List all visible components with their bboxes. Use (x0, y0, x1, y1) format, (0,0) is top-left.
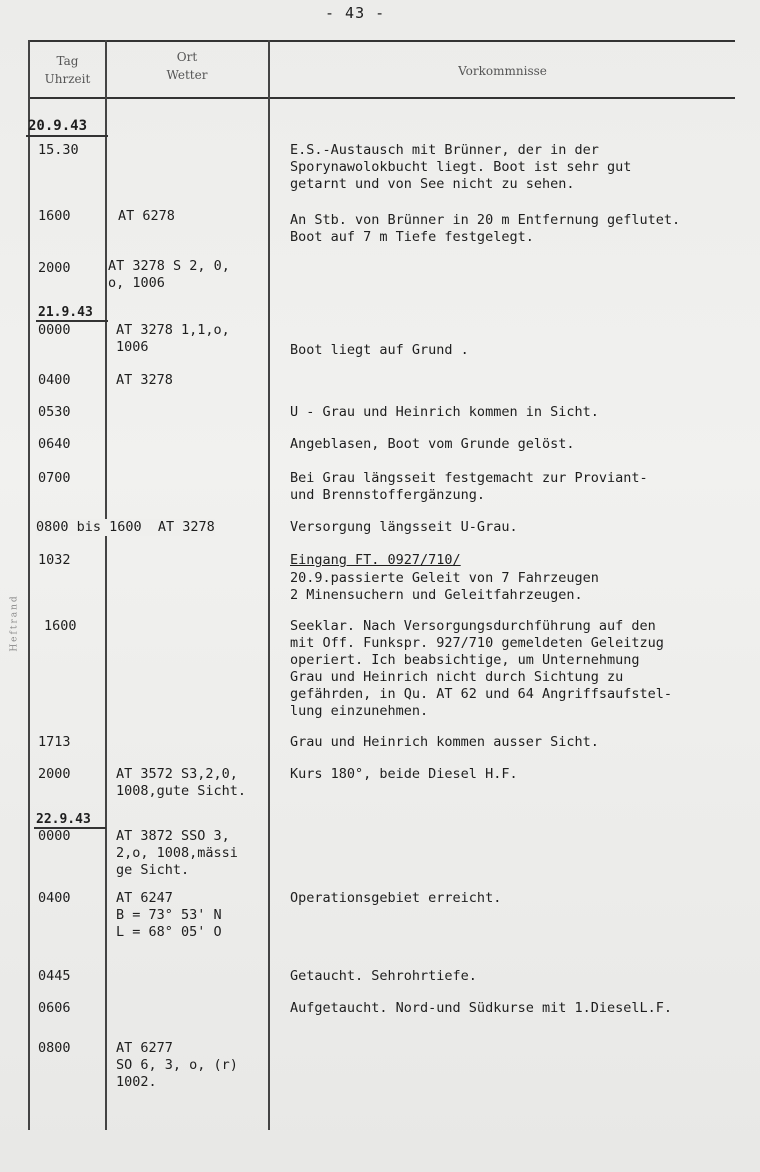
row-time: 0800 bis 1600 AT 3278 (36, 519, 215, 535)
row-event: Kurs 180°, beide Diesel H.F. (290, 766, 518, 782)
row-time: 0800 (38, 1040, 71, 1056)
row-event: Versorgung längsseit U-Grau. (290, 519, 518, 535)
row-time: 0606 (38, 1000, 71, 1016)
row-time: 1600 (38, 208, 71, 224)
header-col-ort (107, 48, 267, 84)
row-event: E.S.-Austausch mit Brünner, der in der Sporynawolokbucht liegt. Boot ist sehr gut getarnt und von See nicht zu sehen. (290, 142, 632, 192)
date-label: 21.9.43 (38, 305, 93, 320)
column-divider-1 (105, 40, 107, 1130)
column-divider-left (28, 40, 30, 1130)
row-event: Boot liegt auf Grund . (290, 342, 469, 358)
row-event: Grau und Heinrich kommen ausser Sicht. (290, 734, 599, 750)
row-time: 2000 (38, 260, 71, 276)
row-time: 0530 (38, 404, 71, 420)
header-col-tag (30, 52, 105, 88)
column-divider-2 (268, 40, 270, 1130)
row-time: 0445 (38, 968, 71, 984)
row-place: AT 3278 1,1,o, 1006 (116, 322, 230, 355)
row-time: 0700 (38, 470, 71, 486)
row-time: 0400 (38, 890, 71, 906)
row-event: Angeblasen, Boot vom Grunde gelöst. (290, 436, 575, 452)
row-time: 0000 (38, 322, 71, 338)
page-number: - 43 - (325, 4, 386, 22)
row-place: AT 3872 SSO 3, 2,o, 1008,mässi ge Sicht. (116, 828, 238, 878)
row-time: 1713 (38, 734, 71, 750)
row-place: AT 6247 B = 73° 53' N L = 68° 05' O (116, 890, 222, 940)
row-place: AT 3278 S 2, 0, o, 1006 (108, 258, 230, 291)
row-event-title: Eingang FT. 0927/710/ (290, 552, 461, 568)
row-place: AT 3278 (116, 372, 173, 388)
row-event: U - Grau und Heinrich kommen in Sicht. (290, 404, 599, 420)
row-event: Getaucht. Sehrohrtiefe. (290, 968, 477, 984)
date-label: 22.9.43 (36, 812, 91, 827)
header-ort: Ort (176, 50, 198, 64)
header-wetter: Wetter (166, 68, 208, 82)
margin-label: Heftrand (9, 594, 20, 652)
row-place: AT 6277 SO 6, 3, o, (r) 1002. (116, 1040, 238, 1090)
row-event: An Stb. von Brünner in 20 m Entfernung geflutet. Boot auf 7 m Tiefe festgelegt. (290, 212, 681, 245)
row-event: Operationsgebiet erreicht. (290, 890, 502, 906)
row-time: 2000 (38, 766, 71, 782)
row-time: 15.30 (38, 142, 79, 158)
row-time: 1600 (44, 618, 77, 634)
row-place: AT 6278 (118, 208, 175, 224)
header-vorkommnisse: Vorkommnisse (458, 64, 547, 78)
date-label: 20.9.43 (28, 118, 88, 134)
row-event: Seeklar. Nach Versorgungsdurchführung auf den mit Off. Funkspr. 927/710 gemeldeten Geleitzug operiert. Ich beabsichtige, um Unternehmung Grau und Heinrich nicht durch Sichtung zu gefährden, in Qu. AT 62 und 64 Angriffsaufstel- lung einzunehmen. (290, 618, 673, 719)
row-time: 0400 (38, 372, 71, 388)
row-time: 0000 (38, 828, 71, 844)
row-time: 1032 (38, 552, 71, 568)
row-place: AT 3572 S3,2,0, 1008,gute Sicht. (116, 766, 247, 799)
row-event: Bei Grau längsseit festgemacht zur Proviant- und Brennstoffergänzung. (290, 470, 648, 503)
row-event: 20.9.passierte Geleit von 7 Fahrzeugen 2 Minensuchern und Geleitfahrzeugen. (290, 570, 599, 603)
header-bottom-rule (30, 97, 735, 99)
header-tag: Tag (56, 54, 79, 68)
header-uhrzeit: Uhrzeit (44, 72, 91, 86)
date-underline (26, 135, 108, 137)
table-top-rule (30, 40, 735, 42)
row-time: 0640 (38, 436, 71, 452)
row-event: Aufgetaucht. Nord-und Südkurse mit 1.DieselL.F. (290, 1000, 673, 1016)
